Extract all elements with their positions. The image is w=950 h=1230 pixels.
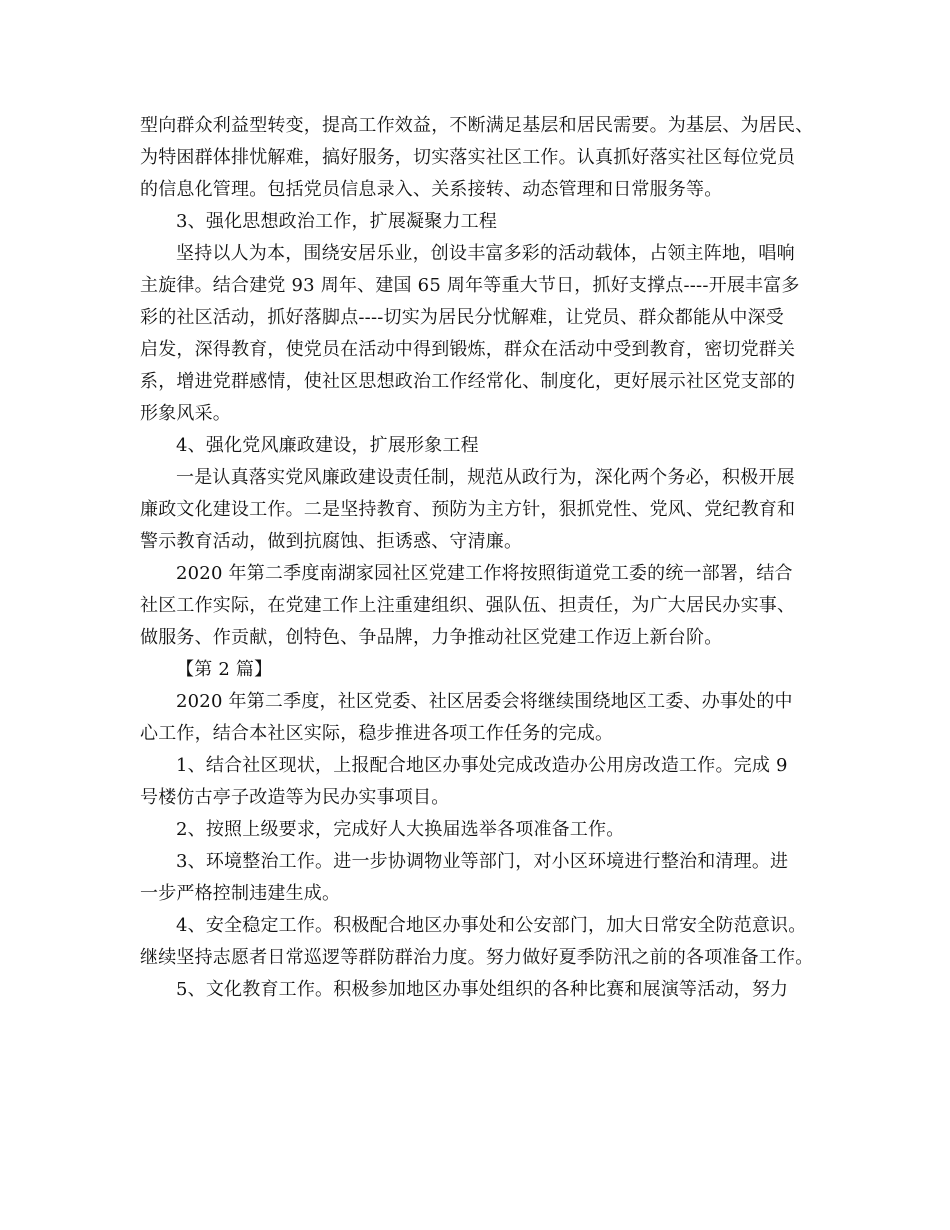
text-line: 社区工作实际，在党建工作上注重建组织、强队伍、担责任，为广大居民办实事、	[140, 595, 796, 616]
text-line: 系，增进党群感情，使社区思想政治工作经常化、制度化，更好展示社区党支部的	[140, 371, 796, 392]
text-line: 号楼仿古亭子改造等为民办实事项目。	[140, 787, 450, 808]
text-line: 型向群众利益型转变，提高工作效益，不断满足基层和居民需要。为基层、为居民、	[140, 115, 814, 136]
text-line: 2020 年第二季度，社区党委、社区居委会将继续围绕地区工委、办事处的中	[176, 691, 793, 712]
text-line: 一步严格控制违建生成。	[140, 883, 341, 904]
text-line: 一是认真落实党风廉政建设责任制，规范从政行为，深化两个务必，积极开展	[176, 467, 795, 488]
text-line: 彩的社区活动，抓好落脚点----切实为居民分忧解难，让党员、群众都能从中深受	[140, 307, 784, 328]
section-heading: 3、强化思想政治工作，扩展凝聚力工程	[176, 211, 498, 232]
text-line: 主旋律。结合建党 93 周年、建国 65 周年等重大节日，抓好支撑点----开展丰富多	[140, 275, 800, 296]
text-line: 心工作，结合本社区实际，稳步推进各项工作任务的完成。	[140, 723, 614, 744]
list-item: 5、文化教育工作。积极参加地区办事处组织的各种比赛和展演等活动，努力	[176, 979, 789, 1000]
list-item: 4、安全稳定工作。积极配合地区办事处和公安部门，加大日常安全防范意识。	[176, 915, 807, 936]
document-body	[140, 110, 820, 1006]
list-item: 3、环境整治工作。进一步协调物业等部门，对小区环境进行整治和清理。进	[176, 851, 789, 872]
text-line: 2020 年第二季度南湖家园社区党建工作将按照街道党工委的统一部署，结合	[176, 563, 793, 584]
text-line: 为特困群体排忧解难，搞好服务，切实落实社区工作。认真抓好落实社区每位党员	[140, 147, 796, 168]
section-heading: 4、强化党风廉政建设，扩展形象工程	[176, 435, 479, 456]
text-line: 启发，深得教育，使党员在活动中得到锻炼，群众在活动中受到教育，密切党群关	[140, 339, 796, 360]
text-line: 的信息化管理。包括党员信息录入、关系接转、动态管理和日常服务等。	[140, 179, 723, 200]
text-line: 廉政文化建设工作。二是坚持教育、预防为主方针，狠抓党性、党风、党纪教育和	[140, 499, 796, 520]
text-line: 形象风采。	[140, 403, 231, 424]
text-line: 做服务、作贡献，创特色、争品牌，力争推动社区党建工作迈上新台阶。	[140, 627, 723, 648]
text-line: 坚持以人为本，围绕安居乐业，创设丰富多彩的活动载体，占领主阵地，唱响	[176, 243, 795, 264]
article-heading: 【第 2 篇】	[176, 659, 273, 680]
list-item: 1、结合社区现状，上报配合地区办事处完成改造办公用房改造工作。完成 9	[176, 755, 788, 776]
text-line: 警示教育活动，做到抗腐蚀、拒诱惑、守清廉。	[140, 531, 523, 552]
text-line: 继续坚持志愿者日常巡逻等群防群治力度。努力做好夏季防汛之前的各项准备工作。	[140, 947, 814, 968]
list-item: 2、按照上级要求，完成好人大换届选举各项准备工作。	[176, 819, 625, 840]
